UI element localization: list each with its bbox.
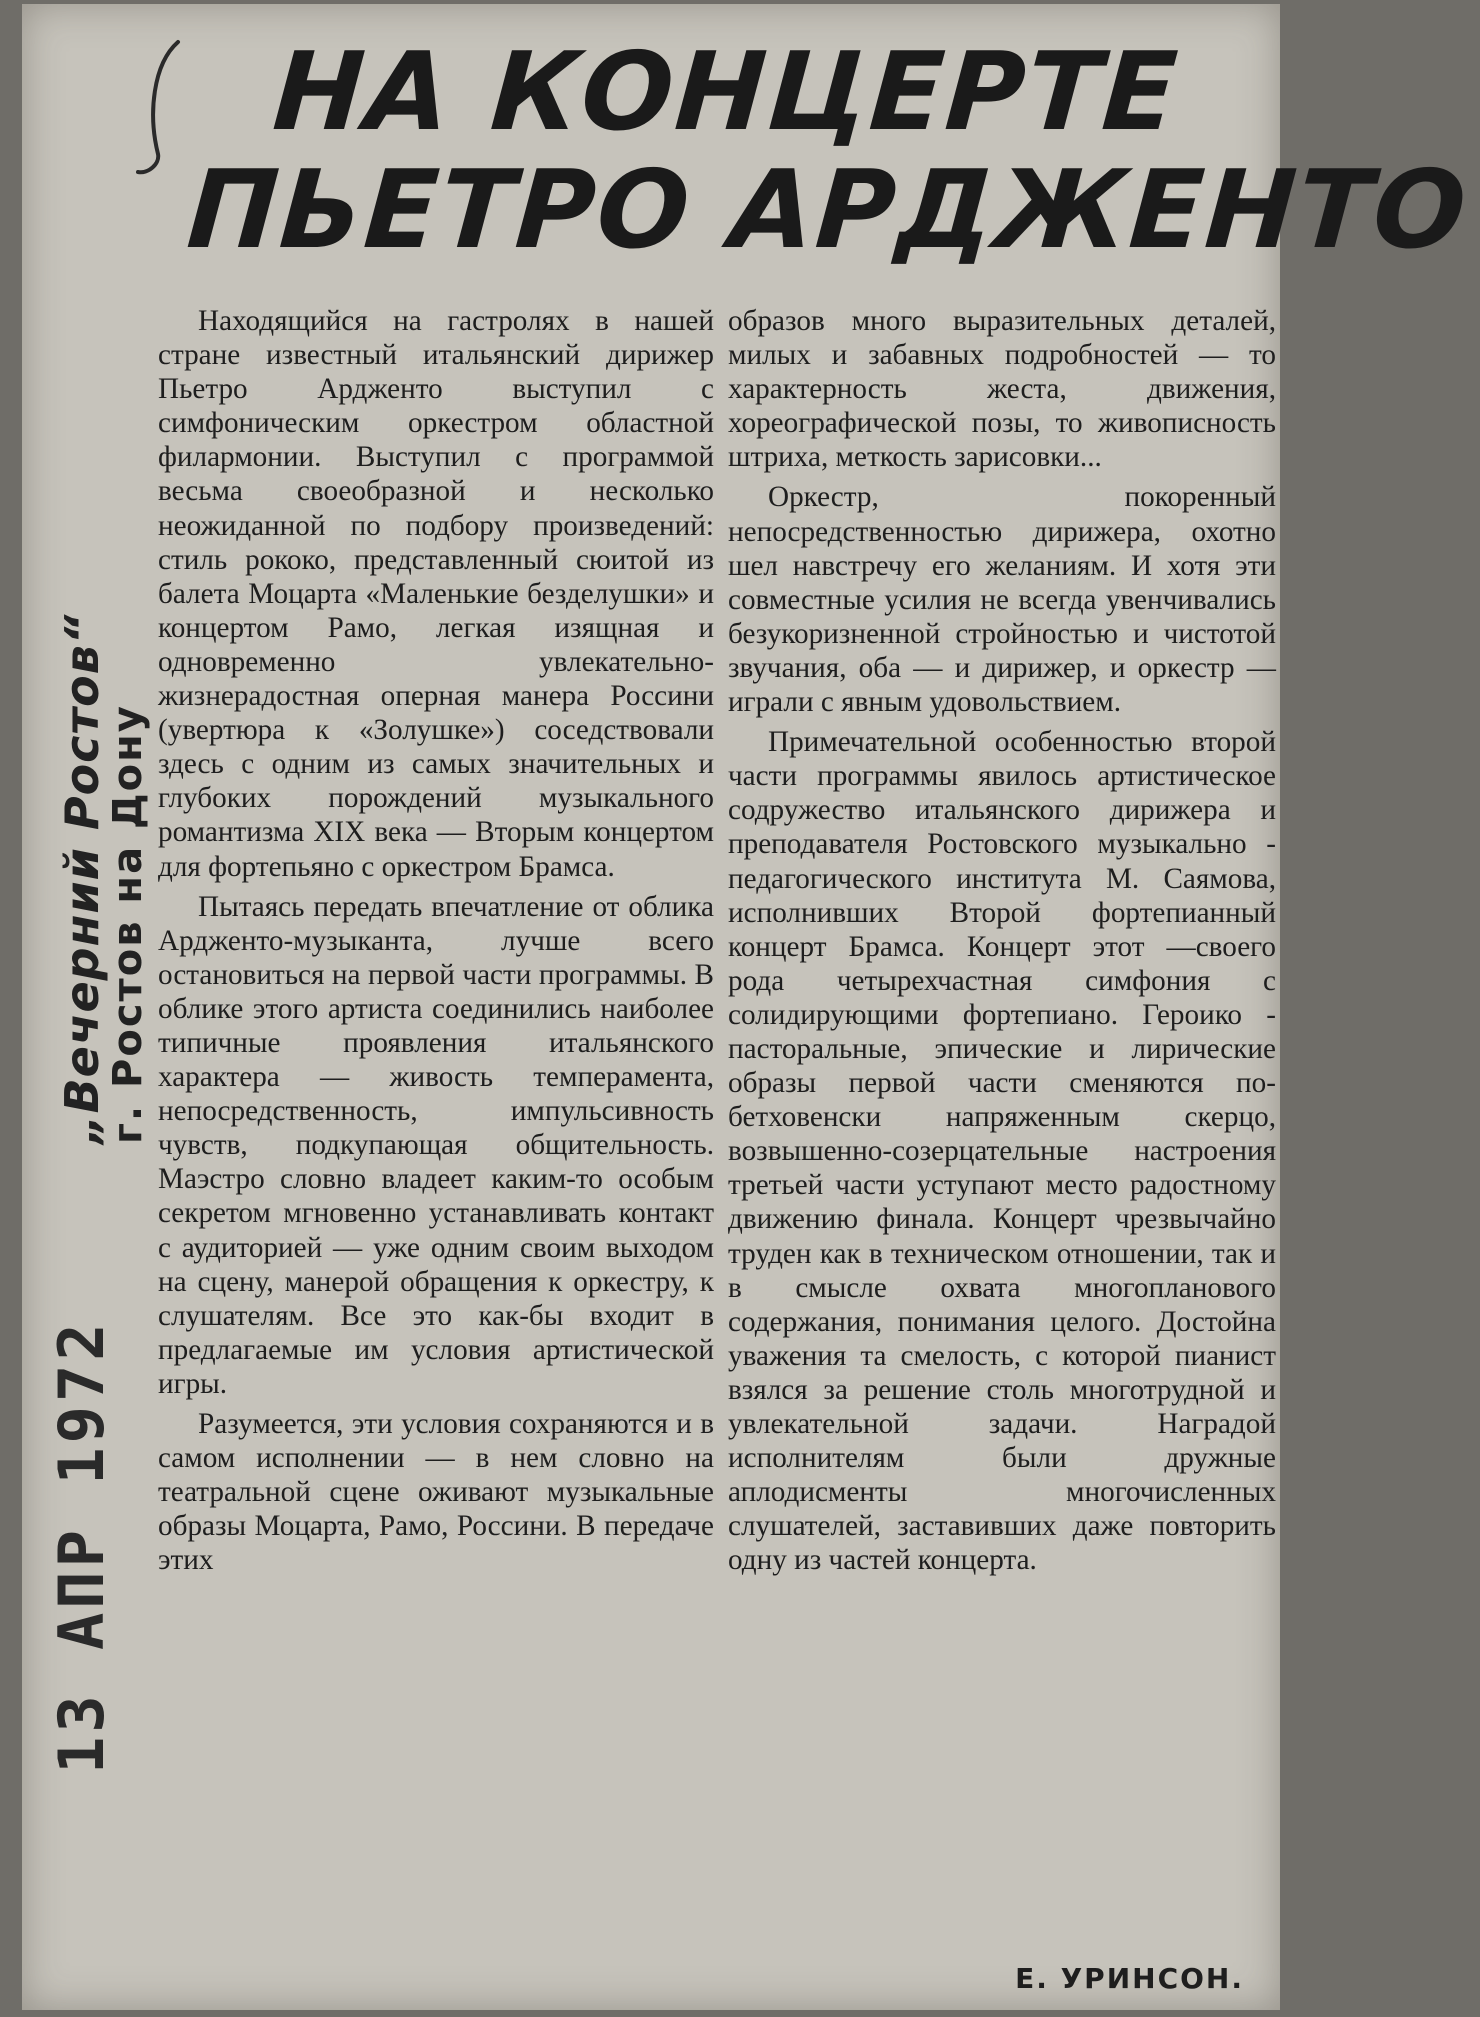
article-paragraph: образов много выразительных деталей, милых и забавных подробностей — то характерность жеста, движения, хореографической позы, то живописность штриха, меткость зарисовки... — [728, 305, 1276, 474]
article-paragraph: Разумеется, эти условия сохраняются и в самом исполнении — в нем словно на театральной сцене оживают музыкальные образы Моцарта, Рамо, Россини. В передаче этих — [158, 1408, 714, 1577]
masthead-city: г. Ростов на Дону — [105, 704, 151, 1144]
article-column-1 — [158, 304, 714, 1577]
article-paragraph: Пытаясь передать впечатление от облика Ардженто-музыканта, лучше всего остановиться на первой части программы. В облике этого артиста соединились наиболее типичные проявления итальянского характера — живость темперамента, непосредственность, импульсивность чувств, подкупающая общительность. Маэстро словно владеет каким-то особым секретом мгновенно устанавливать контакт с аудиторией — уже одним своим выходом на сцену, манерой обращения к оркестру, к слушателям. Все это как-бы входит в предлагаемые им условия артистической игры. — [158, 890, 714, 1400]
article-paragraph: Оркестр, покоренный непосредственностью дирижера, охотно шел навстречу его желаниям. И хотя эти совместные усилия не всегда увенчивались безукоризненной стройностью и чистотой звучания, оба — и дирижер, и оркестр — играли с явным удовольствием. — [728, 481, 1276, 719]
article-headline — [183, 30, 1472, 273]
author-signature: Е. УРИНСОН. — [1015, 1962, 1244, 1995]
article-paragraph: Находящийся на гастролях в нашей стране известный итальянский дирижер Пьетро Ардженто выступил с симфоническим оркестром областной филармонии. Выступил с программой весьма своеобразной и несколько неожиданной по подбору произведений: стиль рококо, представленный сюитой из балета Моцарта «Маленькие безделушки» и концертом Рамо, легкая изящная и одновременно увлекательно-жизнерадостная оперная манера Россини (увертюра к «Золушке») соседствовали здесь с одним из самых значительных и глубоких порождений музыкального романтизма XIX века — Вторым концертом для фортепьяно с оркестром Брамса. — [158, 305, 714, 883]
headline-line-1: НА КОНЦЕРТЕ — [269, 30, 1183, 155]
newspaper-clipping — [22, 4, 1472, 2010]
handwritten-bracket-mark — [118, 34, 188, 184]
article-column-2 — [728, 304, 1276, 1577]
newspaper-masthead-stamp — [55, 613, 151, 1144]
headline-line-2: ПЬЕТРО АРДЖЕНТО — [183, 148, 1472, 273]
article-paragraph: Примечательной особенностью второй части программы явилось артистическое содружество итальянского дирижера и преподавателя Ростовского музыкально - педагогического института М. Саямова, исполнивших Второй фортепианный концерт Брамса. Концерт этот —своего рода четырехчастная симфония с солидирующими фортепиано. Героико - пасторальные, эпические и лирические образы первой части сменяются по-бетховенски напряженным скерцо, возвышенно-созерцательные настроения третьей части уступают место радостному движению финала. Концерт чрезвычайно труден как в техническом отношении, так и в смысле охвата многопланового содержания, понимания целого. Достойна уважения та смелость, с которой пианист взялся за решение столь многотрудной и увлекательной задачи. Наградой исполнителям были дружные аплодисменты многочисленных слушателей, заставивших даже повторить одну из частей концерта. — [728, 726, 1276, 1577]
date-stamp: 13 АПР 1972 — [45, 1319, 118, 1774]
masthead-name: „Вечерний Ростов“ — [55, 613, 109, 1144]
